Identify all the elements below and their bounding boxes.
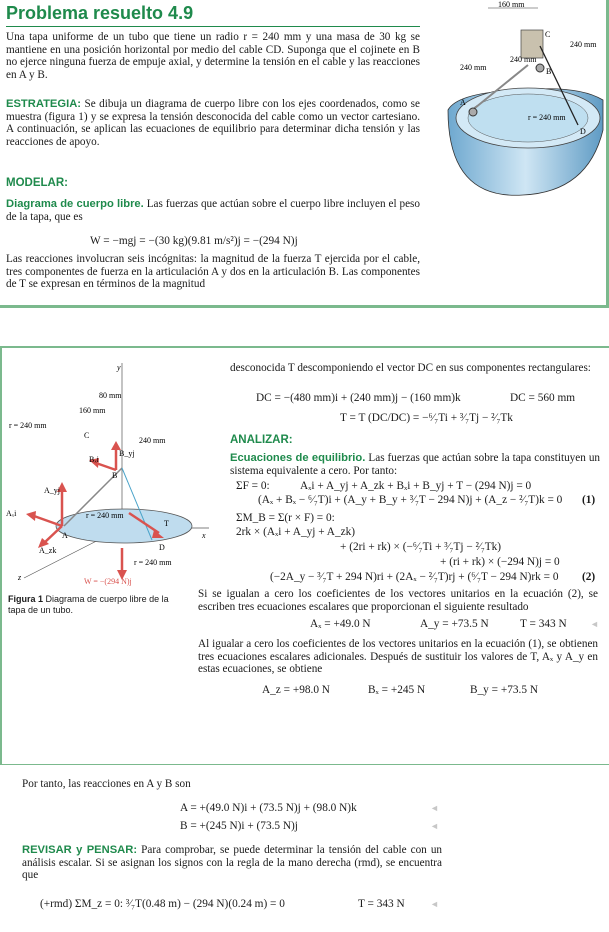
solution-text-2: Si se igualan a cero los coeficientes de los vectores unitarios en la ecuación (2), se escriben tres ecuaciones escalares que proporcionan el siguiente resultado bbox=[198, 588, 598, 613]
reaction-b: B = +(245 N)i + (73.5 N)j bbox=[180, 820, 298, 832]
check-marker: ◄ bbox=[430, 899, 439, 909]
result-by: B_y = +73.5 N bbox=[470, 684, 538, 696]
sum-m-line-2: + (2ri + rk) × (−⁶⁄₇Ti + ³⁄₇Tj − ²⁄₇Tk) bbox=[340, 541, 502, 553]
strategy-paragraph bbox=[6, 98, 420, 148]
eq1-number: (1) bbox=[582, 494, 596, 506]
tension-vector: T = T (DC/DC) = −⁶⁄₇Ti + ³⁄₇Tj − ²⁄₇Tk bbox=[340, 412, 513, 424]
sum-m-label: ΣM_B = Σ(r × F) = 0: bbox=[236, 512, 335, 524]
result-marker: ◄ bbox=[590, 619, 599, 629]
axis-y: y bbox=[117, 363, 121, 372]
fig1-axi: Aₓi bbox=[6, 509, 17, 518]
caption-text: Diagrama de cuerpo libre de la tapa de un tubo. bbox=[8, 594, 169, 615]
result-t: T = 343 N bbox=[520, 618, 567, 630]
axis-x: x bbox=[202, 531, 206, 540]
model-text-2: Las reacciones involucran seis incógnitas: la magnitud de la fuerza T ejercida por el cable, tres componentes de fuerza en la articulación A y dos en la articulación B. Las componentes de T se expresan en términos de la magnitud bbox=[6, 253, 420, 291]
free-body-diagram bbox=[4, 358, 216, 590]
dc-equation: DC = −(480 mm)i + (240 mm)j − (160 mm)k bbox=[256, 392, 461, 404]
check-equation: (+rmd) ΣM_z = 0: ³⁄₇T(0.48 m) − (294 N)(0.24 m) = 0 bbox=[40, 898, 285, 910]
problem-text: Una tapa uniforme de un tubo que tiene un radio r = 240 mm y una masa de 30 kg se mantiene en una posición horizontal por medio del cable CD. Suponga que el cojinete en B no ejerce ninguna fuerza de empuje axial, y determine la tensión en el cable y las reacciones en A y B. bbox=[6, 31, 420, 81]
fig1-r240: r = 240 mm bbox=[9, 421, 47, 430]
fig1-t: T bbox=[164, 519, 169, 528]
fig1-r240c: r = 240 mm bbox=[134, 558, 172, 567]
fig1-a: A bbox=[62, 531, 68, 540]
title-rule bbox=[6, 26, 420, 27]
strategy-text: Se dibuja un diagrama de cuerpo libre con los ejes coordenados, como se muestra (figura 1) y se expresa la tensión desconocida del cable como un vector cartesiano. A continuación, se aplican las ecuaciones de equilibrio para determinar dicha tensión y las reacciones de apoyo. bbox=[6, 98, 420, 148]
result-az: A_z = +98.0 N bbox=[262, 684, 330, 696]
fig1-160: 160 mm bbox=[79, 406, 106, 415]
page-title: Problema resuelto 4.9 bbox=[6, 3, 194, 23]
fig-label-240b: 240 mm bbox=[510, 55, 537, 64]
strategy-label: ESTRATEGIA: bbox=[6, 98, 81, 110]
problem-panel bbox=[0, 0, 606, 305]
equilibrium-subhead: Ecuaciones de equilibrio. bbox=[230, 452, 366, 464]
sum-f-line-2: (Aₓ + Bₓ − ⁶⁄₇T)i + (A_y + B_y + ³⁄₇T − 294 N)j + (A_z − ²⁄₇T)k = 0 bbox=[258, 494, 563, 506]
review-text: Para comprobar, se puede determinar la tensión del cable con un análisis escalar. Si se asignan los signos con la regla de la mano derecha (rmd), se encuentra que bbox=[22, 844, 443, 882]
weight-equation: W = −mgj = −(30 kg)(9.81 m/s²)j = −(294 N)j bbox=[90, 235, 298, 247]
result-bx: Bₓ = +245 N bbox=[368, 684, 426, 696]
fig-label-240c: 240 mm bbox=[460, 63, 487, 72]
fig1-b: B bbox=[112, 471, 118, 480]
reaction-a: A = +(49.0 N)i + (73.5 N)j + (98.0 N)k bbox=[180, 802, 357, 814]
sum-f-line-1: Aₓi + A_yj + A_zk + Bₓi + B_yj + T − (294 N)j = 0 bbox=[300, 480, 532, 492]
pipe-cover-figure bbox=[428, 0, 606, 200]
check-result: T = 343 N bbox=[358, 898, 405, 910]
solution-text-1: desconocida T descomponiendo el vector DC en sus componentes rectangulares: bbox=[230, 362, 591, 374]
fig1-bxi: Bₓi bbox=[89, 455, 99, 464]
fbd-subhead: Diagrama de cuerpo libre. bbox=[6, 198, 144, 210]
dc-magnitude: DC = 560 mm bbox=[510, 392, 576, 404]
fig1-w: W = −(294 N)j bbox=[84, 577, 132, 586]
fig-label-b: B bbox=[546, 67, 552, 76]
sum-m-line-1: 2rk × (Aₓi + A_yj + A_zk) bbox=[236, 526, 356, 538]
solution-section bbox=[0, 346, 609, 764]
eq2-number: (2) bbox=[582, 571, 596, 583]
fig1-d: D bbox=[159, 543, 165, 552]
figure-caption bbox=[8, 594, 188, 616]
axis-z: z bbox=[18, 573, 22, 582]
conclusion-section bbox=[0, 764, 609, 932]
result-ay: A_y = +73.5 N bbox=[420, 618, 489, 630]
problem-section bbox=[0, 0, 609, 308]
solution-text-3: Al igualar a cero los coeficientes de los vectores unitarios en la ecuación (1), se obtienen tres ecuaciones escalares adicionales. Después de sustituir los valores de T, Aₓ y A_y en estas ecuaciones, se obtiene bbox=[198, 638, 598, 676]
sum-f-label: ΣF = 0: bbox=[236, 480, 270, 492]
fig1-azk: A_zk bbox=[39, 546, 57, 555]
reaction-b-marker: ◄ bbox=[430, 821, 439, 831]
fig-label-a: A bbox=[460, 98, 466, 107]
analyze-heading: ANALIZAR: bbox=[230, 434, 293, 446]
model-paragraph bbox=[6, 198, 420, 223]
sum-m-line-3: + (ri + rk) × (−294 N)j = 0 bbox=[440, 556, 560, 568]
result-ax: Aₓ = +49.0 N bbox=[310, 618, 371, 630]
equilibrium-paragraph bbox=[230, 452, 600, 477]
equilibrium-text: Las fuerzas que actúan sobre la tapa constituyen un sistema equivalente a cero. Por tanto: bbox=[230, 452, 601, 477]
fig1-80: 80 mm bbox=[99, 391, 122, 400]
fig1-byj: B_yj bbox=[119, 449, 135, 458]
fig1-240: 240 mm bbox=[139, 436, 166, 445]
fig-label-160: 160 mm bbox=[498, 0, 525, 9]
review-label: REVISAR y PENSAR: bbox=[22, 844, 138, 856]
fig-label-240a: 240 mm bbox=[570, 40, 597, 49]
caption-label: Figura 1 bbox=[8, 594, 44, 604]
conclusion-text-1: Por tanto, las reacciones en A y B son bbox=[22, 778, 191, 790]
fig1-r240b: r = 240 mm bbox=[86, 511, 124, 520]
fig-label-c: C bbox=[545, 30, 551, 39]
model-heading: MODELAR: bbox=[6, 177, 68, 189]
sum-m-line-4: (−2A_y − ³⁄₇T + 294 N)ri + (2Aₓ − ²⁄₇T)rj + (⁶⁄₇T − 294 N)rk = 0 bbox=[270, 571, 559, 583]
model-text-1: Las fuerzas que actúan sobre el cuerpo libre incluyen el peso de la tapa, que es bbox=[6, 198, 420, 223]
fig1-c: C bbox=[84, 431, 90, 440]
reaction-a-marker: ◄ bbox=[430, 803, 439, 813]
fig1-ayj: A_yj bbox=[44, 486, 60, 495]
review-paragraph bbox=[22, 844, 442, 882]
fig-label-d: D bbox=[580, 127, 586, 136]
fig-label-r240: r = 240 mm bbox=[528, 113, 566, 122]
